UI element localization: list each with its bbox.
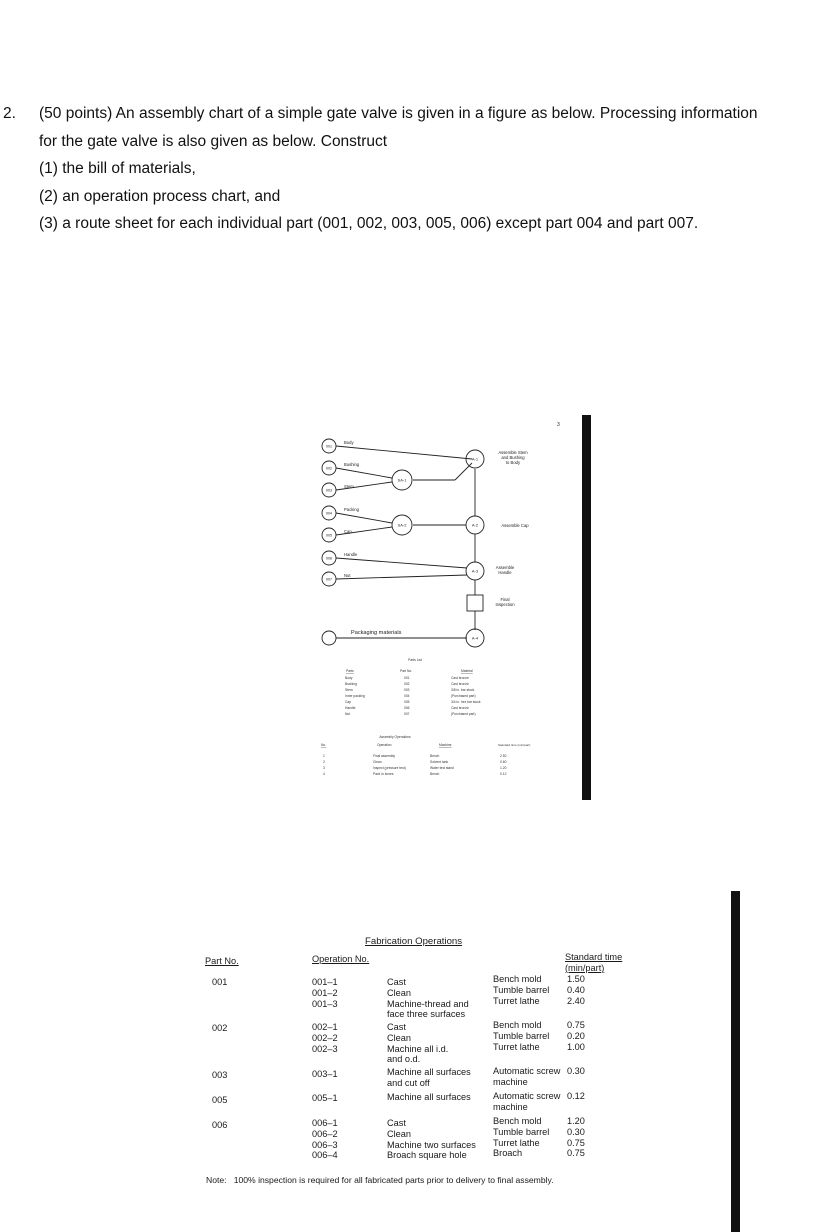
question-line: (2) an operation process chart, and [39,187,281,205]
parts-list-cell: 006 [404,706,410,710]
assembly-ops-cell: Final assembly [373,754,395,758]
fab-standard-time: 0.30 [567,1066,585,1076]
parts-list-cell: 007 [404,712,410,716]
fab-part-no: 002 [212,1023,228,1033]
fab-machine: Bench mold Tumble barrel Turret lathe Broach [493,1116,550,1159]
parts-list-title: Parts List [408,658,422,662]
fab-operation-no: 005–1 [312,1093,338,1103]
scan-edge-rule [582,415,591,800]
assembly-chart [315,418,565,808]
fab-description: Cast Clean Machine-thread and face three surfaces [387,977,469,1020]
question-line: (3) a route sheet for each individual part (001, 002, 003, 005, 006) except part 004 and part 007. [39,215,699,232]
fab-description: Cast Clean Machine all i.d. and o.d. [387,1022,449,1065]
parts-list-cell: 002 [404,682,410,686]
fab-operation-no: 003–1 [312,1069,338,1079]
assembly-label: A-4 [471,635,479,641]
fab-machine: Automatic screw machine [493,1066,561,1087]
assembly-ops-cell: 3 [323,766,325,770]
parts-list-cell: 3/8 in. bar stock [451,688,475,692]
part-name: Nut [344,573,351,578]
assembly-label: A-1 [471,456,479,462]
parts-list-header: Part No. [400,669,413,673]
fab-standard-time: 0.75 0.20 1.00 [567,1020,585,1052]
parts-list-cell: 001 [404,676,410,680]
assembly-label: A-2 [471,522,479,528]
assembly-ops-cell: 0.12 [500,772,507,776]
part-name: Body [344,440,354,445]
subassembly-label: SA-2 [397,522,407,528]
part-number: 006 [326,556,332,561]
parts-list-cell: Stem [345,688,353,692]
parts-list-cell: Handle [345,706,356,710]
scan-edge-rule [731,891,740,1232]
part-number: 001 [326,444,332,449]
assembly-ops-cell: Inspect (pressure test) [373,766,406,770]
part-number: 002 [326,466,332,471]
assembly-ops-cell: Solvent tank [430,760,449,764]
assembly-ops-cell: Water test stand [430,766,454,770]
fabrication-header-operation: Operation No. [312,954,370,964]
fab-operation-no: 006–1 006–2 006–3 006–4 [312,1118,338,1161]
fab-part-no: 001 [212,977,228,987]
fabrication-title: Fabrication Operations [365,936,463,947]
fab-description: Machine all surfaces [387,1092,471,1102]
assembly-description: Assemble Stem [498,450,528,455]
assembly-ops-cell: Pack in boxes [373,772,394,776]
parts-list-cell: 3/4 in. hex bar stock [451,700,481,704]
assembly-ops-cell: Bench [430,754,440,758]
fab-operation-no: 002–1 002–2 002–3 [312,1022,338,1054]
page-mark: 3 [557,422,560,428]
assembly-ops-title: Assembly Operations [379,735,411,739]
inspection-square [467,595,483,611]
part-name: Handle [344,552,358,557]
assembly-description: Assemble Cap [501,523,529,528]
fab-machine: Bench mold Tumble barrel Turret lathe [493,1020,550,1052]
part-name: Bushing [344,462,360,467]
fab-description: Machine all surfaces and cut off [387,1067,471,1088]
parts-list-cell: Cast bronze [451,682,469,686]
fabrication-header-part: Part No. [205,956,239,966]
packaging-circle [322,631,336,645]
assembly-ops-cell: 2.50 [500,754,507,758]
part-name: Packing [344,507,359,512]
parts-list-cell: Body [345,676,353,680]
inspection-description: Final [500,597,510,602]
assembly-ops-header: No. [321,743,327,747]
assembly-ops-cell: 4 [323,772,325,776]
assembly-ops-cell: 2 [323,760,325,764]
part-number: 007 [326,577,332,582]
question-line: for the gate valve is also given as below. Construct [39,132,388,150]
assembly-ops-cell: Bench [430,772,440,776]
parts-list-cell: 005 [404,700,410,704]
fabrication-note: Note: 100% inspection is required for all fabricated parts prior to delivery to final assembly. [206,1175,554,1185]
packaging-label: Packaging materials [351,630,402,636]
fabrication-header-time: Standard time (min/part) [565,952,623,973]
part-number: 004 [326,511,332,516]
fab-part-no: 005 [212,1095,228,1105]
assembly-description: Assemble [495,565,515,570]
part-number: 005 [326,533,332,538]
parts-list-header: Material [461,669,473,673]
part-number: 003 [326,488,332,493]
parts-list-cell: Nut [345,712,351,716]
assembly-label: A-3 [471,568,479,574]
assembly-description: to Body [505,460,521,465]
fab-part-no: 006 [212,1120,228,1130]
assembly-ops-header: Machine [439,743,452,747]
fab-part-no: 003 [212,1070,228,1080]
fab-standard-time: 0.12 [567,1091,585,1101]
fab-operation-no: 001–1 001–2 001–3 [312,977,338,1009]
parts-list-cell: Cap [345,700,352,704]
assembly-ops-header: Operation [377,743,392,747]
parts-list-cell: (Purchased part) [451,694,476,698]
parts-list-cell: Inner packing [345,694,365,698]
parts-list-cell: 003 [404,688,410,692]
assembly-ops-cell: 0.60 [500,760,507,764]
parts-list-header: Parts [346,669,354,673]
parts-list-cell: Bushing [345,682,357,686]
parts-list-cell: 004 [404,694,410,698]
question-number: 2. [3,105,16,122]
part-name: Cap [344,529,352,534]
fab-description: Cast Clean Machine two surfaces Broach square hole [387,1118,476,1161]
fab-standard-time: 1.20 0.30 0.75 0.75 [567,1116,585,1159]
part-name: Stem [344,484,354,489]
fab-standard-time: 1.50 0.40 2.40 [567,974,585,1006]
assembly-ops-header: Standard time (min/part) [498,743,531,747]
subassembly-label: SA-1 [397,477,407,483]
fab-machine: Bench mold Tumble barrel Turret lathe [493,974,550,1006]
fab-machine: Automatic screw machine [493,1091,561,1112]
inspection-description: Inspection [495,602,515,607]
assembly-ops-cell: Clean [373,760,382,764]
parts-list-cell: (Purchased part) [451,712,476,716]
assembly-ops-cell: 1.20 [500,766,507,770]
question-line: (50 points) An assembly chart of a simple gate valve is given in a figure as below. Processing information [39,105,758,122]
assembly-description: and Bushing [501,455,525,460]
parts-list-cell: Cast bronze [451,706,469,710]
assembly-description: Handle [498,570,512,575]
assembly-ops-cell: 1 [323,754,325,758]
question-line: (1) the bill of materials, [39,160,196,177]
parts-list-cell: Cast bronze [451,676,469,680]
